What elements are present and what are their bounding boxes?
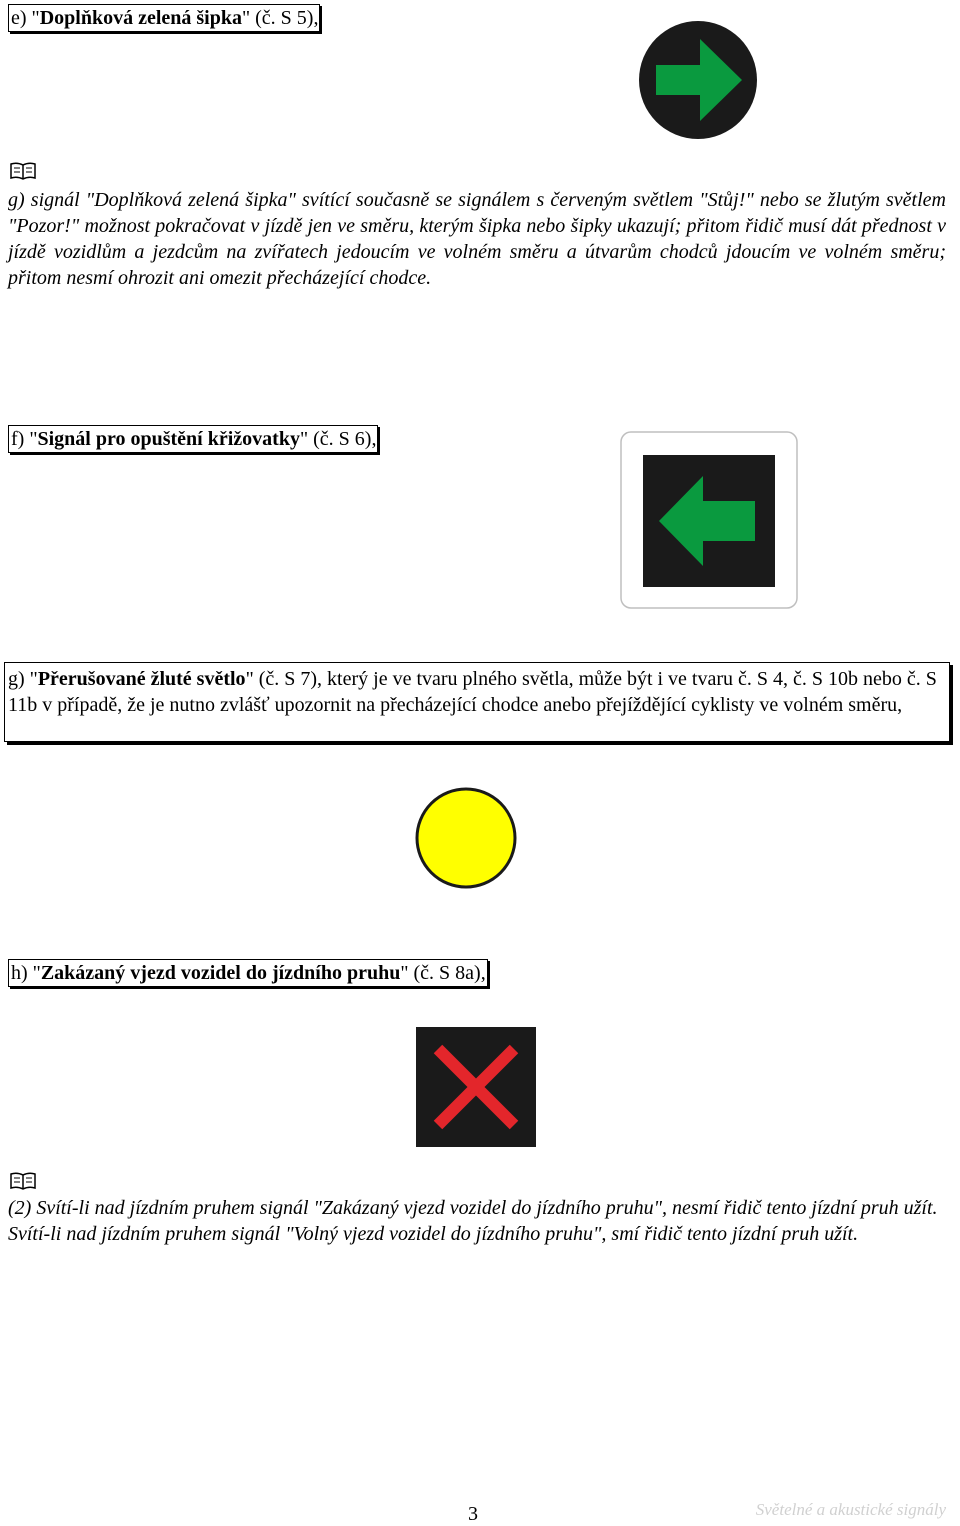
red-cross-icon [416,1027,536,1147]
law-paragraph-doplnkova-sipka: g) signál "Doplňková zelená šipka" svítící současně se signálem s červeným světlem "Stůj!" nebo se žlutým světlem "Pozor!" možnost pokračovat v jízdě jen ve směru, kterým šipka nebo šipky ukazují; přitom řidič musí dát přednost v jízdě vozidlům a jezdcům na zvířatech jedoucím ve volném směru a útvarům chodců jdoucím ve volném směru; přitom nesmí ohrozit ani omezit přecházející chodce. [8,189,946,289]
heading-section-e: e) "Doplňková zelená šipka" (č. S 5), [8,4,320,32]
yellow-light-icon [414,786,518,890]
heading-section-h: h) "Zakázaný vjezd vozidel do jízdního pruhu" (č. S 8a), [8,959,488,987]
heading-section-g: g) "Přerušované žluté světlo" (č. S 7), který je ve tvaru plného světla, může být i ve tvaru č. S 4, č. S 10b nebo č. S 11b v případě, že je nutno zvlášť upozornit na přecházející chodce anebo přejíždějící cyklisty ve volném směru, [4,662,950,742]
heading-section-f: f) "Signál pro opuštění křižovatky" (č. S 6), [8,425,378,453]
book-icon [10,1172,36,1190]
page-number: 3 [468,1503,478,1525]
footer-title: Světelné a akustické signály [755,1500,946,1519]
green-right-arrow-round-icon [638,20,760,140]
green-left-arrow-square-icon [620,431,798,609]
law-paragraph-jizdni-pruh: (2) Svítí-li nad jízdním pruhem signál "Zakázaný vjezd vozidel do jízdního pruhu", nesmí řidič tento jízdní pruh užít. Svítí-li nad jízdním pruhem signál "Volný vjezd vozidel do jízdního pruhu", smí řidič tento jízdní pruh užít. [8,1197,938,1245]
book-icon [10,162,36,180]
